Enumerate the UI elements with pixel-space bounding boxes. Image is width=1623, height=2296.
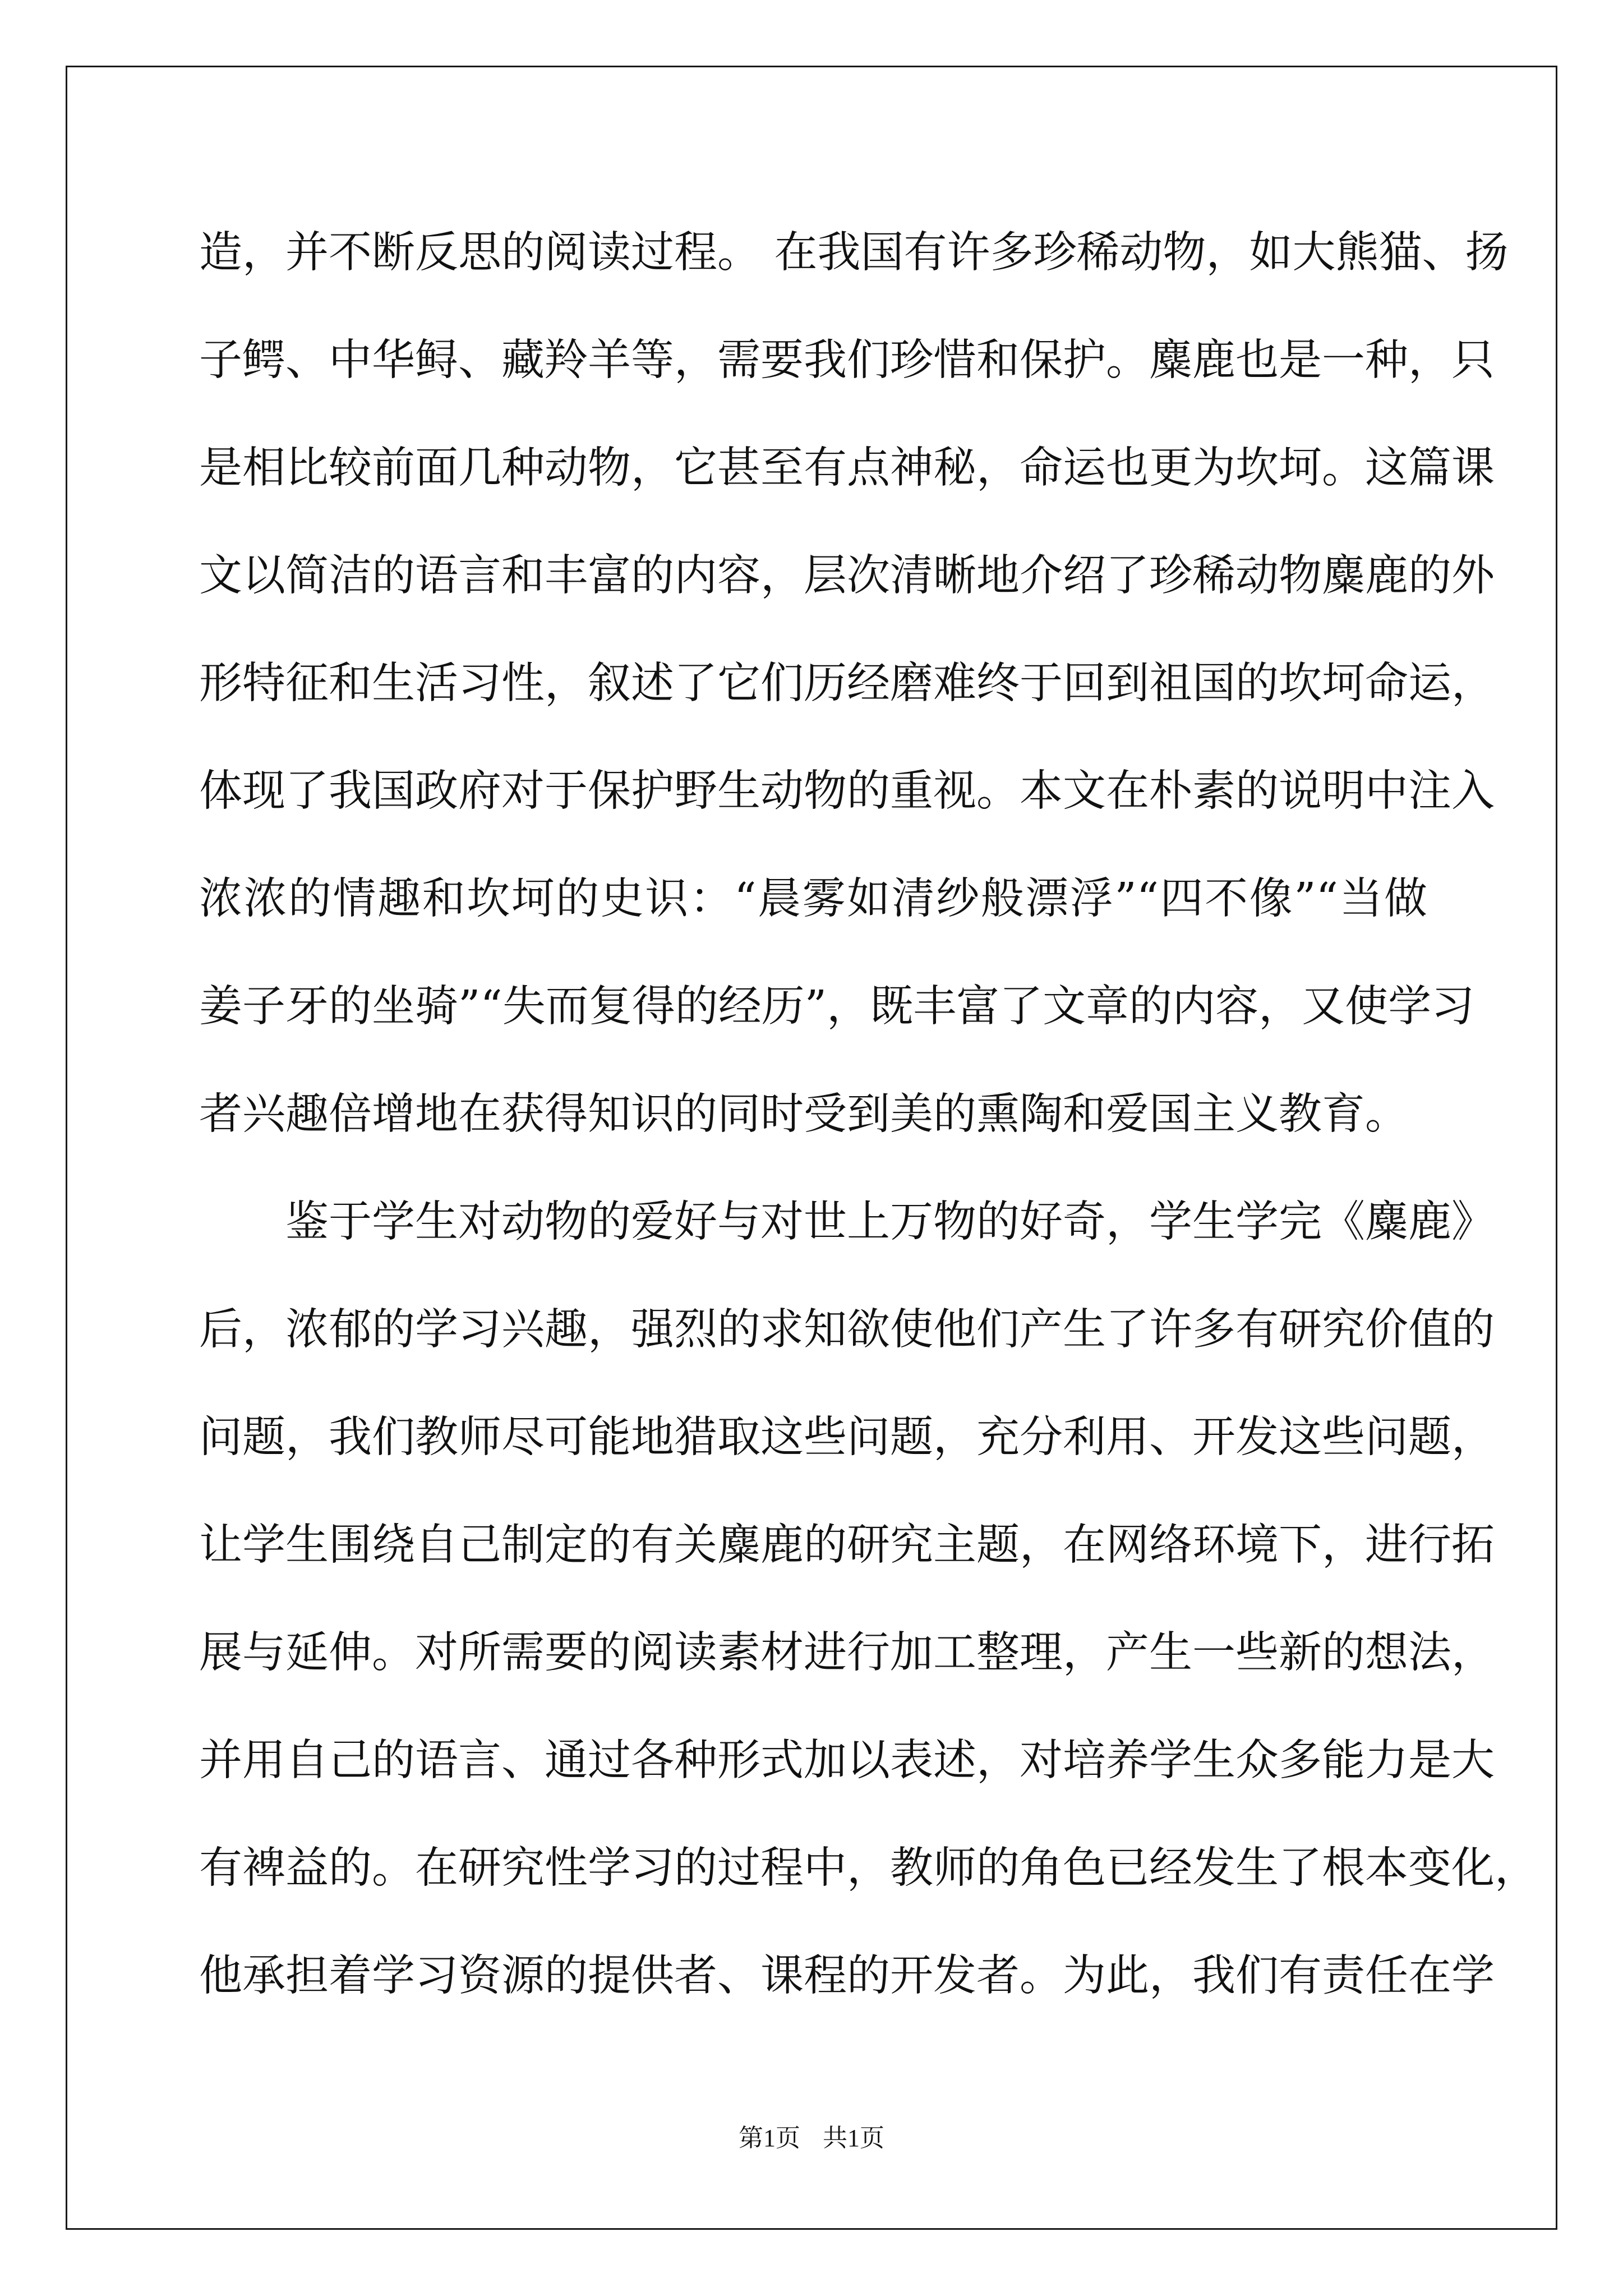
- text-line: 并用自己的语言、通过各种形式加以表述，对培养学生众多能力是大: [199, 1736, 1495, 1786]
- text-line: 后，浓郁的学习兴趣，强烈的求知欲使他们产生了许多有研究价值的: [199, 1305, 1495, 1355]
- page-number: 第1页: [739, 2124, 800, 2152]
- text-line: 体现了我国政府对于保护野生动物的重视。本文在朴素的说明中注入: [199, 766, 1495, 816]
- text-line: 问题，我们教师尽可能地猎取这些问题，充分利用、开发这些问题，: [199, 1412, 1495, 1462]
- text-line: 者兴趣倍增地在获得知识的同时受到美的熏陶和爱国主义教育。: [199, 1089, 1408, 1139]
- document-body: [199, 199, 1538, 2030]
- text-line: 文以简洁的语言和丰富的内容，层次清晰地介绍了珍稀动物麋鹿的外: [199, 551, 1495, 601]
- text-line: 是相比较前面几种动物，它甚至有点神秘，命运也更为坎坷。这篇课: [199, 443, 1495, 493]
- text-line: 姜子牙的坐骑”“失而复得的经历”，既丰富了文章的内容，又使学习: [199, 982, 1475, 1032]
- text-line: 造，并不断反思的阅读过程。 在我国有许多珍稀动物，如大熊猫、扬: [199, 228, 1509, 278]
- text-line: 有裨益的。在研究性学习的过程中，教师的角色已经发生了根本变化，: [199, 1843, 1538, 1893]
- text-line: 浓浓的情趣和坎坷的史识：“晨雾如清纱般漂浮”“四不像”“当做: [199, 874, 1427, 924]
- text-line: 子鳄、中华鲟、藏羚羊等，需要我们珍惜和保护。麋鹿也是一种，只: [199, 335, 1495, 385]
- text-line: 形特征和生活习性，叙述了它们历经磨难终于回到祖国的坎坷命运，: [199, 659, 1495, 708]
- text-line: 他承担着学习资源的提供者、课程的开发者。为此，我们有责任在学: [199, 1951, 1495, 2001]
- text-line: 鉴于学生对动物的爱好与对世上万物的好奇，学生学完《麋鹿》: [199, 1197, 1495, 1247]
- text-line: 展与延伸。对所需要的阅读素材进行加工整理，产生一些新的想法，: [199, 1628, 1495, 1678]
- page-footer: [0, 2118, 1623, 2154]
- page-total: 共1页: [823, 2124, 884, 2152]
- text-line: 让学生围绕自己制定的有关麋鹿的研究主题，在网络环境下，进行拓: [199, 1520, 1495, 1570]
